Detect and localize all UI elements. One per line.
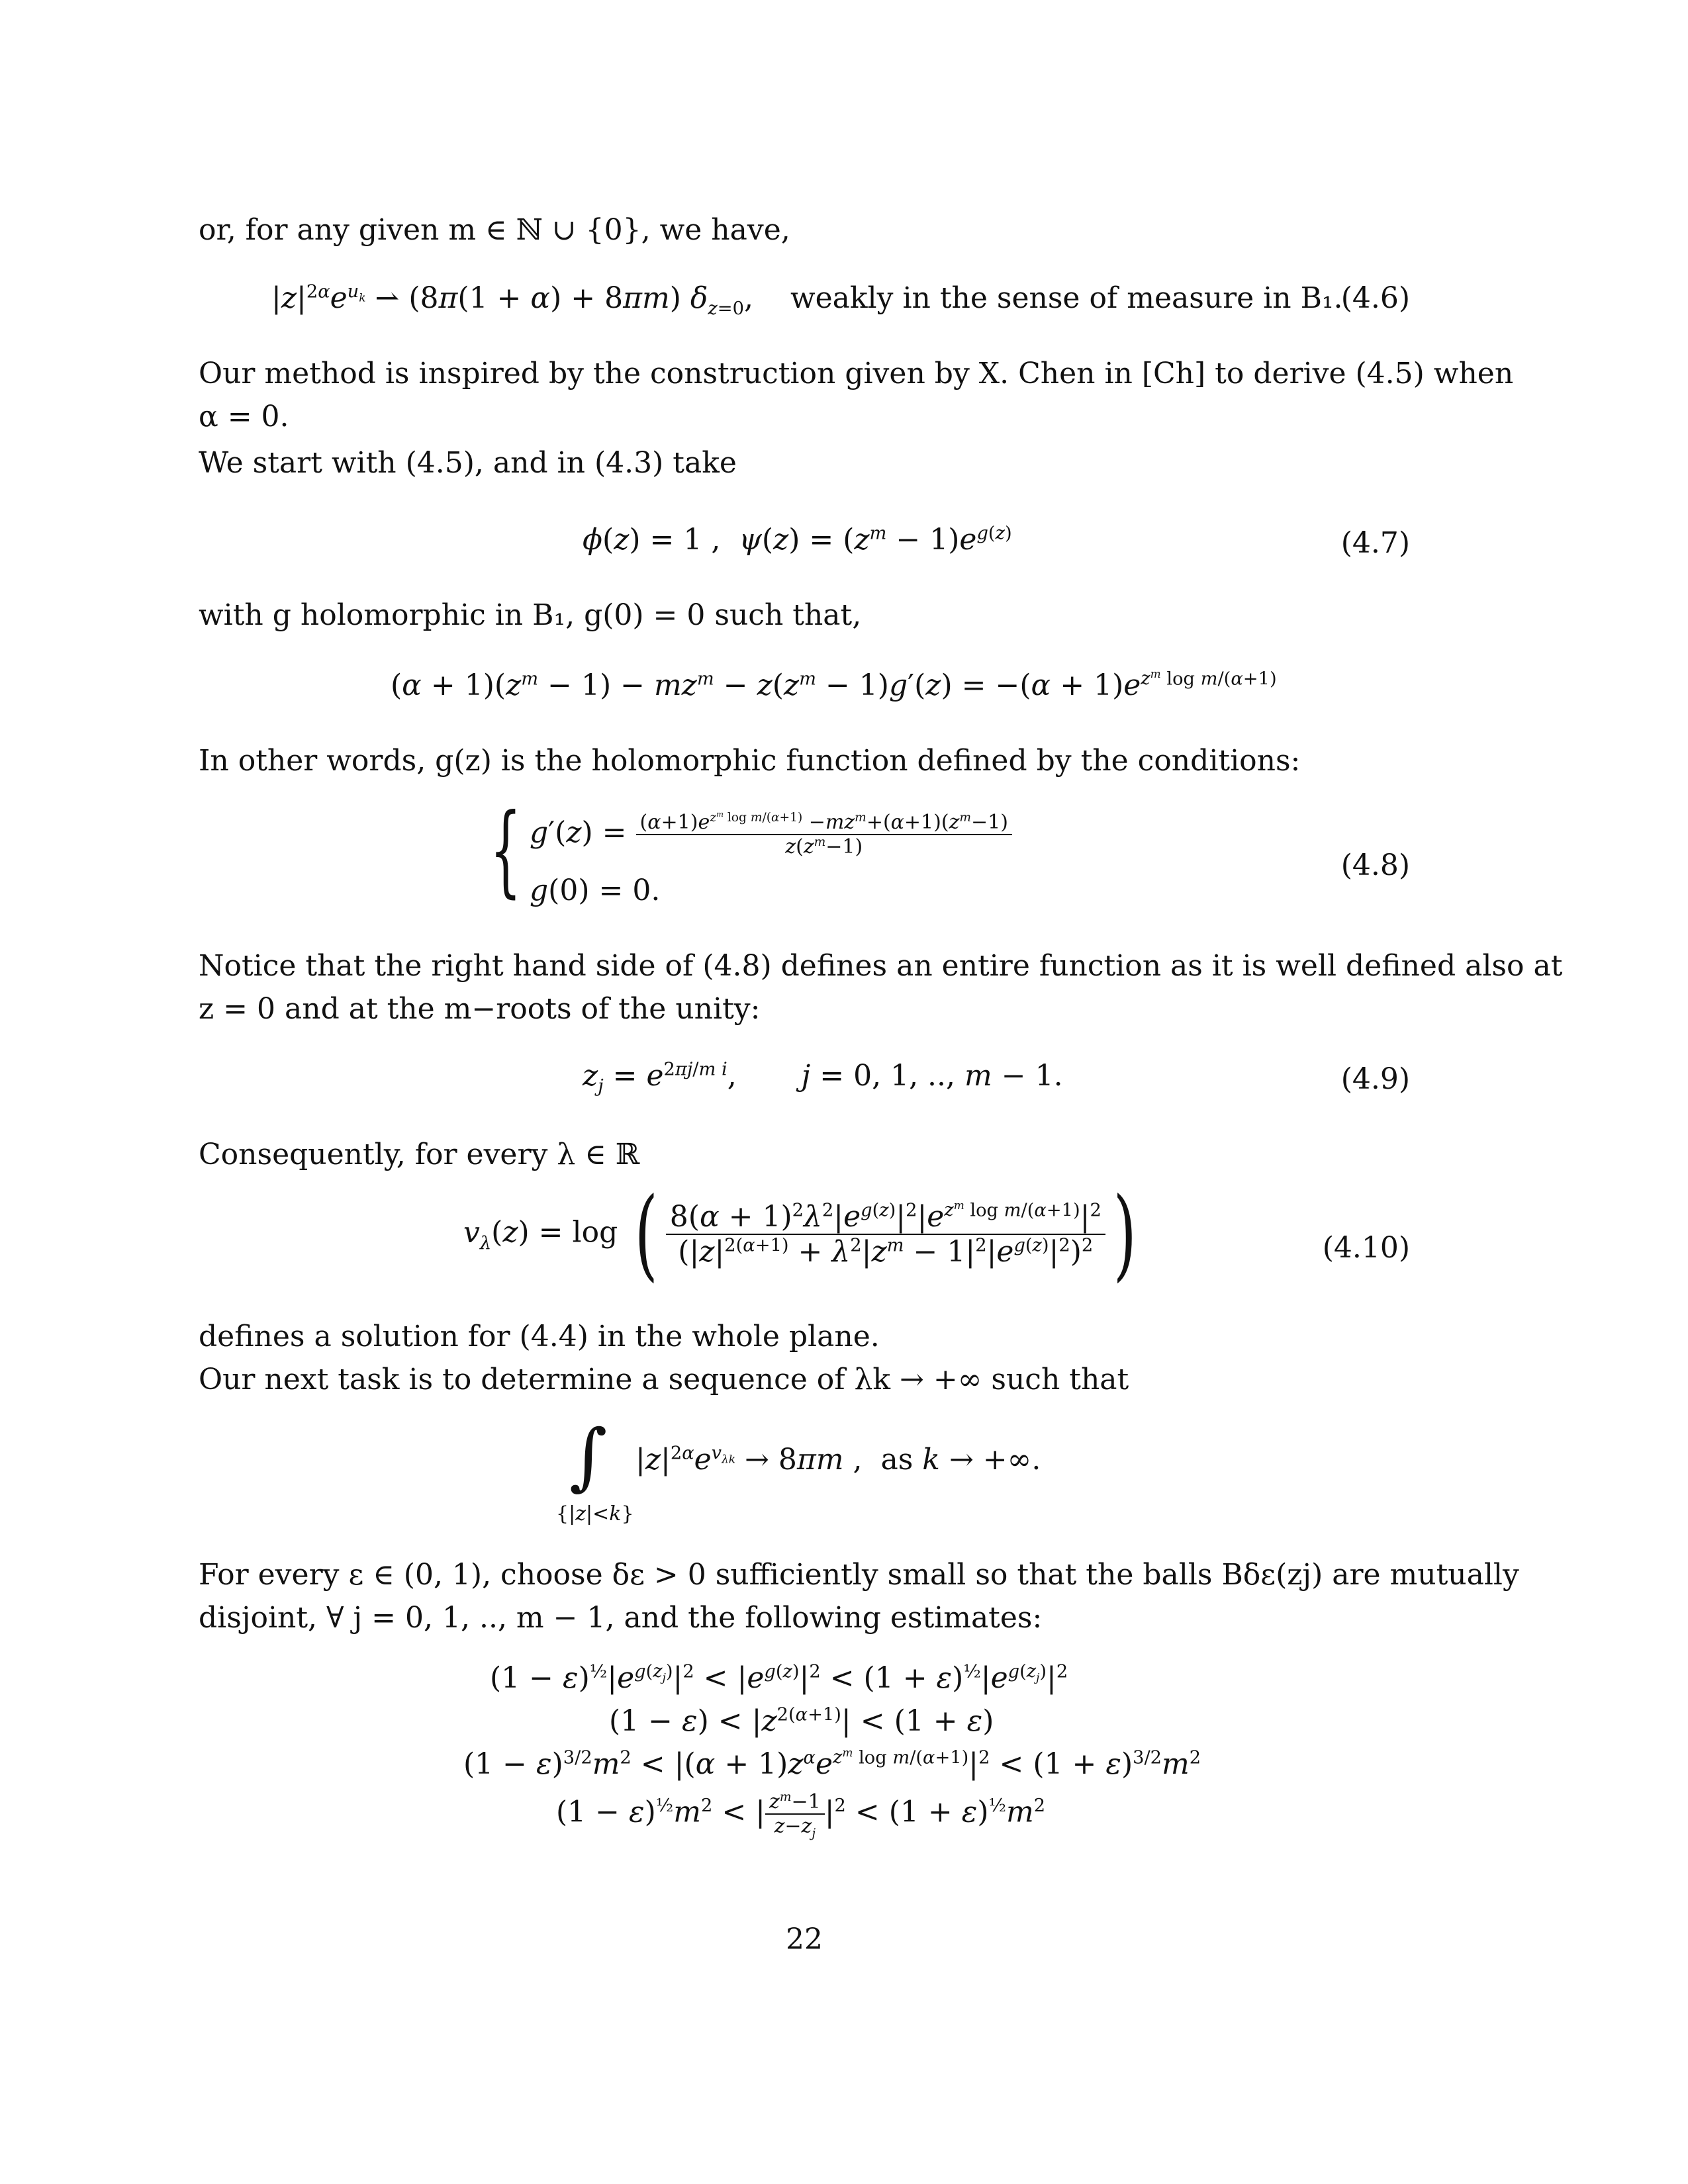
text-line-6: In other words, g(z) is the holomorphic function defined by the conditions:	[199, 744, 1301, 778]
integral-limit: $|z|^{2\alpha}e^{v_{\lambda k}} \to 8\pi m$ , as k → +∞.	[635, 1443, 1041, 1477]
equation-4-9: $z_j = e^{2\pi j/m i}$, j = 0, 1, .., m − 1.	[583, 1059, 1063, 1097]
text-line-9: Consequently, for every λ ∈ ℝ	[199, 1138, 640, 1171]
text-line-3: α = 0.	[199, 400, 289, 433]
text-line-5: with g holomorphic in B₁, g(0) = 0 such that,	[199, 598, 862, 632]
page	[199, 0, 1563, 2184]
text-line-13: disjoint, ∀ j = 0, 1, .., m − 1, and the following estimates:	[199, 1601, 1043, 1635]
text-line-12: For every ε ∈ (0, 1), choose δε > 0 sufficiently small so that the balls Bδε(zj) are mutually	[199, 1558, 1519, 1592]
equation-number-4-10: (4.10)	[1322, 1231, 1410, 1265]
page-number: 22	[786, 1923, 823, 1956]
integral-sign: ∫	[569, 1414, 608, 1498]
equation-4-8-line-2: g(0) = 0.	[530, 874, 661, 907]
equation-4-8-line-1: g′(z) = $\frac{(\alpha+1)e^{z^m log m/(\alpha+1)} -mz^m+(\alpha+1)(z^m-1)}{z(z^m-1)}$	[530, 811, 1012, 858]
text-line-1: or, for any given m ∈ ℕ ∪ {0}, we have,	[199, 213, 790, 247]
equation-number-4-9: (4.9)	[1340, 1062, 1410, 1096]
equation-4-6-text: weakly in the sense of measure in B₁.	[790, 281, 1343, 315]
equation-4-10: $v_\lambda(z) = \log$ ( $\frac{8(\alpha + 1)^2\lambda^2|e^{g(z)}|^2|e^{z^m log m/(\alpha+1)}|^2}{(|z|^{2(\alpha+1)} + \lambda^2|z^m - 1|^2|e^{g(z)}|^2)^2}$ )	[463, 1177, 1137, 1292]
estimate-1: $(1 - \varepsilon)^{\frac{1}{2}}|e^{g(z_j)}|^2 < |e^{g(z)}|^2 < (1 + \varepsilon)^{\frac{1}{2}}|e^{g(z_j)}|^2$	[490, 1661, 1068, 1695]
text-line-4: We start with (4.5), and in (4.3) take	[199, 446, 737, 480]
estimate-2: $(1 - \varepsilon) < |z^{2(\alpha+1)}| < (1 + \varepsilon)$	[609, 1704, 994, 1738]
equation-number-4-7: (4.7)	[1340, 526, 1410, 560]
text-line-11: Our next task is to determine a sequence of λk → +∞ such that	[199, 1363, 1129, 1396]
text-line-7: Notice that the right hand side of (4.8) defines an entire function as it is well defined also at	[199, 949, 1563, 983]
integral-domain: {|z|<k}	[556, 1502, 634, 1525]
equation-g-derivative: $(\alpha + 1)(z^m - 1) - mz^m - z(z^m - 1)g'(z) = -(\alpha + 1)e^{z^m log m/(\alpha+1)}$	[391, 667, 1277, 702]
equation-number-4-6: (4.6)	[1340, 281, 1410, 315]
estimate-4: $(1 - \varepsilon)^{\frac{1}{2}}m^2$ < | $\frac{z^m-1}{z-z_j}$ $|^2 < (1 + \varepsilon)^{\frac{1}{2}}m^2$	[556, 1790, 1046, 1841]
left-brace: {	[490, 793, 522, 908]
equation-4-6: $|z|^{2\alpha}e^{u_k}$ ⇀ (8π(1 + α) + 8πm) $\delta_{z=0}$, weakly in the sense of measure in B₁.	[271, 281, 1343, 319]
text-line-2: Our method is inspired by the construction given by X. Chen in [Ch] to derive (4.5) when	[199, 357, 1514, 390]
text-line-8: z = 0 and at the m−roots of the unity:	[199, 992, 761, 1026]
equation-number-4-8: (4.8)	[1340, 848, 1410, 882]
equation-4-7: ϕ(z) = 1 , $\psi(z) = (z^m - 1)e^{g(z)}$	[583, 523, 1012, 557]
text-line-10: defines a solution for (4.4) in the whole plane.	[199, 1320, 880, 1353]
estimate-3: $(1 - \varepsilon)^{3/2}m^2 < |(\alpha + 1)z^\alpha e^{z^m log m/(\alpha+1)}|^2 < (1 + \varepsilon)^{3/2}m^2$	[463, 1746, 1201, 1781]
